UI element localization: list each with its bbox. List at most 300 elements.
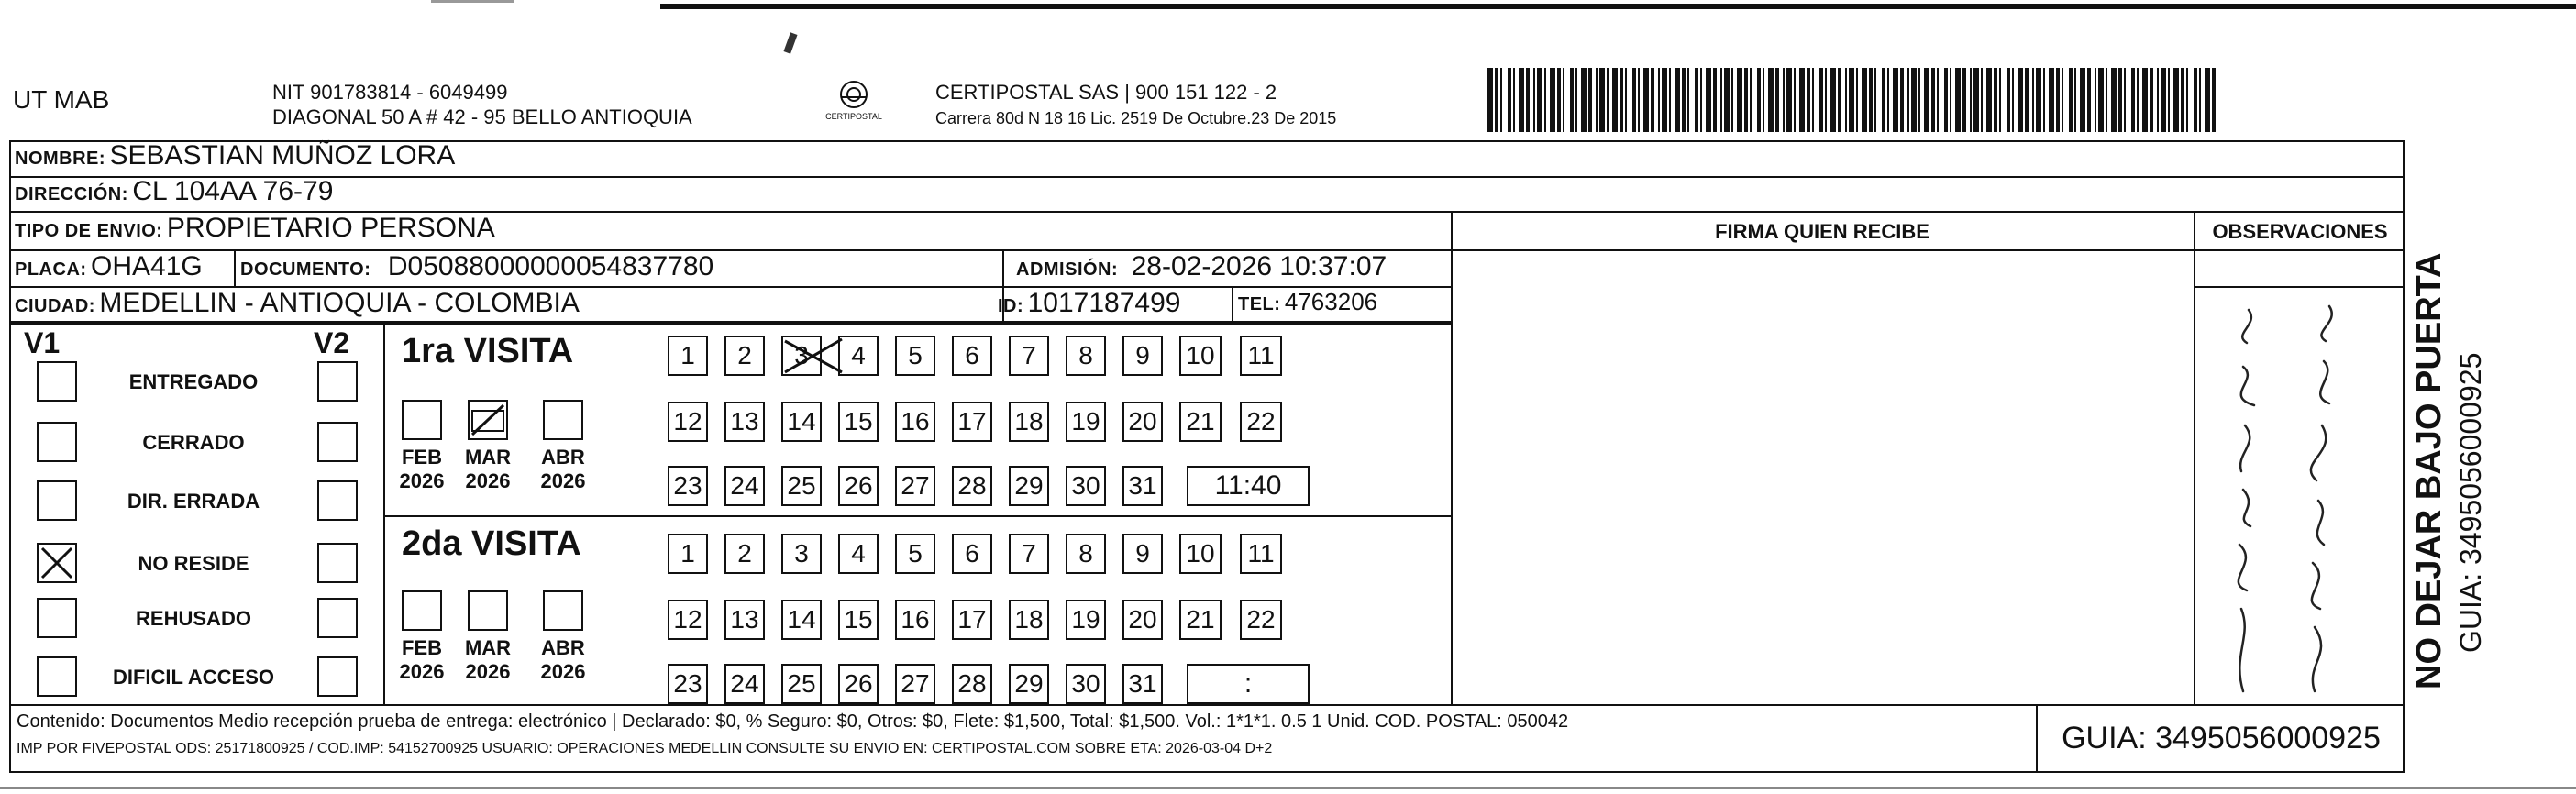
- barcode-bar: [1799, 68, 1805, 132]
- barcode-bar: [1849, 68, 1854, 132]
- nombre-row: [15, 140, 455, 171]
- barcode-bar: [1825, 68, 1827, 132]
- day-cell[interactable]: [838, 664, 879, 704]
- barcode-bar: [2025, 68, 2029, 132]
- day-number: 11: [1247, 341, 1275, 369]
- day-cell[interactable]: [724, 600, 765, 640]
- company-nit: NIT 901783814 - 6049499: [272, 81, 508, 104]
- barcode-bar: [1783, 68, 1785, 132]
- barcode-bar: [1744, 68, 1748, 132]
- day-number: 21: [1186, 407, 1215, 436]
- day-cell[interactable]: [724, 336, 765, 376]
- barcode-bar: [2069, 68, 2073, 132]
- barcode-bar: [1526, 68, 1530, 132]
- month-name: FEB: [402, 446, 442, 469]
- day-number: 1: [680, 539, 695, 568]
- status-label: NO RESIDE: [138, 552, 249, 575]
- barcode-bar: [1687, 68, 1689, 132]
- placa-label: PLACA:: [15, 259, 87, 280]
- day-number: 16: [901, 407, 930, 436]
- day-cell[interactable]: [838, 466, 879, 506]
- barcode-bar: [1706, 68, 1711, 132]
- day-cell[interactable]: [668, 336, 708, 376]
- barcode-bar: [1669, 68, 1671, 132]
- barcode-bar: [2043, 68, 2045, 132]
- barcode-bar: [1874, 68, 1876, 132]
- day-number: 9: [1135, 341, 1150, 369]
- barcode-bar: [2049, 68, 2054, 132]
- barcode-bar: [1563, 68, 1564, 132]
- barcode-bar: [1495, 68, 1498, 132]
- day-number: 26: [844, 669, 873, 698]
- day-cell[interactable]: [1240, 402, 1282, 442]
- day-cell[interactable]: [724, 664, 765, 704]
- day-cell[interactable]: [668, 600, 708, 640]
- day-number: 9: [1135, 539, 1150, 568]
- day-cell[interactable]: [1066, 534, 1106, 574]
- barcode-bar: [1720, 68, 1722, 132]
- day-number: 14: [787, 407, 816, 436]
- observaciones-label: OBSERVACIONES: [2212, 220, 2388, 243]
- direccion-label: DIRECCIÓN:: [15, 184, 128, 204]
- visit-divider: [383, 515, 1451, 517]
- barcode-bar: [1651, 68, 1654, 132]
- row-divider: [9, 323, 1451, 325]
- day-number: 27: [901, 471, 930, 500]
- day-number: 30: [1071, 471, 1100, 500]
- status-v2-checkbox[interactable]: [317, 543, 358, 583]
- barcode-bar: [2142, 68, 2148, 132]
- month-checkbox[interactable]: [402, 590, 442, 631]
- bottom-border: [0, 787, 2576, 789]
- barcode-bar: [2111, 68, 2117, 132]
- barcode-bar: [1625, 68, 1627, 132]
- barcode-bar: [2150, 68, 2153, 132]
- day-number: 30: [1071, 669, 1100, 698]
- day-cell[interactable]: [895, 336, 935, 376]
- day-cell[interactable]: [781, 402, 822, 442]
- ciudad-value: MEDELLIN - ANTIOQUIA - COLOMBIA: [99, 288, 580, 318]
- day-cell[interactable]: [781, 466, 822, 506]
- status-v1-checkbox[interactable]: [37, 422, 77, 462]
- barcode-bar: [1724, 68, 1730, 132]
- day-number: 23: [673, 669, 702, 698]
- tel-label: TEL:: [1238, 294, 1281, 314]
- barcode-bar: [2062, 68, 2063, 132]
- day-cell[interactable]: [1009, 466, 1049, 506]
- day-number: 18: [1014, 407, 1044, 436]
- company-name: UT MAB: [13, 85, 110, 114]
- tel-value: 4763206: [1284, 288, 1378, 315]
- barcode: [1487, 68, 2221, 132]
- day-cell[interactable]: [895, 664, 935, 704]
- status-label: DIR. ERRADA: [127, 490, 260, 513]
- admision-field: [1016, 251, 1387, 282]
- day-number: 10: [1186, 539, 1215, 568]
- day-number: 2: [737, 539, 752, 568]
- day-number: 13: [730, 605, 759, 634]
- row-divider: [1451, 249, 2405, 251]
- day-cell[interactable]: [1122, 600, 1163, 640]
- day-cell[interactable]: [668, 534, 708, 574]
- barcode-bar: [1955, 68, 1961, 132]
- day-number: 1: [680, 341, 695, 369]
- day-number: 7: [1022, 539, 1036, 568]
- month-label: [391, 446, 453, 493]
- day-number: 25: [787, 471, 816, 500]
- logo-text: CERTIPOSTAL: [825, 112, 882, 121]
- day-number: 5: [908, 341, 923, 369]
- day-cell[interactable]: [781, 600, 822, 640]
- tel-field: [1238, 288, 1377, 316]
- day-cell[interactable]: [1009, 600, 1049, 640]
- barcode-bar: [1537, 68, 1542, 132]
- barcode-bar: [1869, 68, 1873, 132]
- day-cell[interactable]: [668, 466, 708, 506]
- barcode-bar: [2186, 68, 2188, 132]
- barcode-bar: [2018, 68, 2023, 132]
- barcode-bar: [1900, 68, 1904, 132]
- placa-field: [15, 251, 203, 282]
- day-cell[interactable]: [952, 402, 992, 442]
- barcode-bar: [2098, 68, 2104, 132]
- firma-label: FIRMA QUIEN RECIBE: [1715, 220, 1929, 243]
- tipo-row: [15, 213, 495, 244]
- v1-label: V1: [24, 326, 61, 359]
- day-cell[interactable]: [1179, 534, 1222, 574]
- barcode-bar: [1999, 68, 2001, 132]
- day-number: 15: [844, 407, 873, 436]
- barcode-bar: [1675, 68, 1680, 132]
- day-number: 18: [1014, 605, 1044, 634]
- documento-value: D05088000000054837780: [387, 251, 714, 281]
- status-v2-checkbox[interactable]: [317, 480, 358, 521]
- documento-label: DOCUMENTO:: [240, 259, 371, 280]
- month-label: [391, 636, 453, 684]
- barcode-bar: [1557, 68, 1561, 132]
- day-number: 25: [787, 669, 816, 698]
- barcode-bar: [1786, 68, 1792, 132]
- month-year: 2026: [540, 469, 586, 492]
- certipostal-logo: [813, 79, 895, 125]
- barcode-bar: [2095, 68, 2096, 132]
- day-number: 4: [851, 341, 866, 369]
- day-cell[interactable]: [952, 466, 992, 506]
- barcode-bar: [2161, 68, 2166, 132]
- day-cell[interactable]: [1066, 664, 1106, 704]
- month-label: [457, 446, 519, 493]
- day-cell[interactable]: [838, 336, 879, 376]
- barcode-bar: [1924, 68, 1929, 132]
- col-divider: [1232, 286, 1233, 321]
- documento-field: [240, 251, 713, 282]
- month-checkbox[interactable]: [468, 590, 508, 631]
- barcode-bar: [1907, 68, 1909, 132]
- day-number: 23: [673, 471, 702, 500]
- barcode-bar: [1757, 68, 1761, 132]
- month-label: [532, 636, 594, 684]
- col-divider: [1451, 211, 1453, 704]
- day-number: 6: [965, 539, 979, 568]
- month-year: 2026: [540, 660, 586, 683]
- day-cell[interactable]: [668, 402, 708, 442]
- direccion-row: [15, 176, 333, 207]
- day-cell[interactable]: [952, 664, 992, 704]
- month-label: [532, 446, 594, 493]
- barcode-bar: [1570, 68, 1574, 132]
- day-cell[interactable]: [1240, 336, 1282, 376]
- day-cell[interactable]: [1179, 402, 1222, 442]
- side-warning: NO DEJAR BAJO PUERTA: [2410, 252, 2449, 689]
- footer-contenido: Contenido: Documentos Medio recepción prueba de entrega: electrónico | Declarado: $0, % Seguro: $0, Otros: $0, Flete: $1,500, Total: $1,500. Vol.: 1*1*1. 0.5 1 Unid. COD. POSTAL: 050042: [17, 711, 1569, 732]
- certipostal-info: CERTIPOSTAL SAS | 900 151 122 - 2: [935, 81, 1277, 104]
- day-number: 17: [957, 407, 987, 436]
- day-cell[interactable]: [724, 402, 765, 442]
- barcode-bar: [1937, 68, 1939, 132]
- day-number: 31: [1128, 471, 1157, 500]
- day-number: 19: [1071, 407, 1100, 436]
- barcode-bar: [1807, 68, 1810, 132]
- barcode-bar: [1581, 68, 1587, 132]
- day-cell[interactable]: [1122, 336, 1163, 376]
- day-number: 24: [730, 669, 759, 698]
- day-cell[interactable]: [668, 664, 708, 704]
- day-number: 12: [673, 605, 702, 634]
- barcode-bar: [1508, 68, 1511, 132]
- day-cell[interactable]: [1066, 402, 1106, 442]
- day-cell[interactable]: [1009, 402, 1049, 442]
- barcode-bar: [1519, 68, 1524, 132]
- status-v2-checkbox[interactable]: [317, 422, 358, 462]
- tipo-label: TIPO DE ENVIO:: [15, 221, 163, 241]
- barcode-bar: [1830, 68, 1836, 132]
- day-number: 14: [787, 605, 816, 634]
- barcode-bar: [1487, 68, 1493, 132]
- barcode-bar: [2080, 68, 2085, 132]
- barcode-bar: [1893, 68, 1898, 132]
- month-year: 2026: [399, 660, 445, 683]
- barcode-bar: [2181, 68, 2184, 132]
- barcode-bar: [2036, 68, 2041, 132]
- barcode-bar: [1632, 68, 1636, 132]
- day-cell[interactable]: [1009, 534, 1049, 574]
- day-cell[interactable]: [1240, 600, 1282, 640]
- day-cell[interactable]: [838, 534, 879, 574]
- day-number: 26: [844, 471, 873, 500]
- barcode-bar: [1737, 68, 1742, 132]
- ciudad-label: CIUDAD:: [15, 296, 95, 316]
- day-cell[interactable]: [1009, 336, 1049, 376]
- barcode-bar: [1500, 68, 1502, 132]
- status-v1-checkbox[interactable]: [37, 361, 77, 402]
- month-name: ABR: [541, 636, 585, 659]
- day-number: 4: [851, 539, 866, 568]
- barcode-bar: [2194, 68, 2197, 132]
- side-guia: GUIA: 3495056000925: [2454, 352, 2487, 653]
- day-cell[interactable]: [1122, 664, 1163, 704]
- day-number: 22: [1246, 605, 1276, 634]
- barcode-bar: [1643, 68, 1649, 132]
- day-cell[interactable]: [1240, 534, 1282, 574]
- day-cell[interactable]: [1009, 664, 1049, 704]
- barcode-bar: [2137, 68, 2139, 132]
- day-cell[interactable]: [895, 402, 935, 442]
- day-cell[interactable]: [1066, 336, 1106, 376]
- barcode-bar: [1838, 68, 1841, 132]
- row-divider: [9, 176, 2405, 178]
- footer-guia: GUIA: 3495056000925: [2062, 721, 2381, 755]
- day-number: 29: [1014, 669, 1044, 698]
- month-name: MAR: [464, 636, 512, 659]
- barcode-bar: [2124, 68, 2126, 132]
- month-name: ABR: [541, 446, 585, 469]
- status-v1-checkbox[interactable]: [37, 543, 77, 583]
- scan-speck: [783, 32, 797, 53]
- barcode-bar: [1862, 68, 1867, 132]
- day-cell[interactable]: [724, 466, 765, 506]
- status-v1-checkbox[interactable]: [37, 656, 77, 697]
- barcode-bar: [1662, 68, 1667, 132]
- status-v1-checkbox[interactable]: [37, 598, 77, 638]
- barcode-bar: [1794, 68, 1796, 132]
- admision-value: 28-02-2026 10:37:07: [1131, 251, 1388, 281]
- day-cell[interactable]: [895, 466, 935, 506]
- barcode-bar: [2007, 68, 2010, 132]
- barcode-bar: [1944, 68, 1948, 132]
- day-number: 2: [737, 341, 752, 369]
- col-divider: [383, 323, 385, 704]
- barcode-bar: [1599, 68, 1605, 132]
- day-number: 13: [730, 407, 759, 436]
- barcode-bar: [1588, 68, 1592, 132]
- day-number: 8: [1078, 539, 1093, 568]
- day-number: 16: [901, 605, 930, 634]
- day-number: 11: [1247, 539, 1275, 568]
- day-cell[interactable]: [952, 336, 992, 376]
- nombre-value: SEBASTIAN MUÑOZ LORA: [109, 140, 456, 171]
- month-checkbox[interactable]: [543, 400, 583, 440]
- day-cell[interactable]: [1179, 600, 1222, 640]
- barcode-bar: [1812, 68, 1814, 132]
- barcode-bar: [2199, 68, 2201, 132]
- barcode-bar: [2012, 68, 2014, 132]
- footer-imp: IMP POR FIVEPOSTAL ODS: 25171800925 / COD.IMP: 54152700925 USUARIO: OPERACIONES MEDELLIN CONSULTE SU ENVIO EN: CERTIPOSTAL.COM SOBRE ETA: 2026-03-04 D+2: [17, 741, 1273, 756]
- status-v2-checkbox[interactable]: [317, 598, 358, 638]
- barcode-bar: [2205, 68, 2210, 132]
- barcode-bar: [1544, 68, 1546, 132]
- barcode-bar: [1973, 68, 1979, 132]
- day-cell[interactable]: [1122, 534, 1163, 574]
- barcode-bar: [2157, 68, 2159, 132]
- barcode-bar: [1911, 68, 1917, 132]
- month-name: FEB: [402, 636, 442, 659]
- day-cell[interactable]: [781, 336, 822, 376]
- barcode-bar: [1612, 68, 1618, 132]
- day-number: 21: [1186, 605, 1215, 634]
- barcode-bar: [1931, 68, 1935, 132]
- barcode-bar: [2173, 68, 2179, 132]
- day-number: 24: [730, 471, 759, 500]
- day-cell[interactable]: [952, 600, 992, 640]
- barcode-bar: [2087, 68, 2091, 132]
- day-number: 3: [794, 341, 809, 369]
- time-box[interactable]: :: [1187, 664, 1310, 704]
- month-year: 2026: [465, 469, 511, 492]
- barcode-bar: [1994, 68, 1997, 132]
- month-checkbox[interactable]: [402, 400, 442, 440]
- barcode-bar: [1607, 68, 1609, 132]
- day-cell[interactable]: [781, 534, 822, 574]
- month-checkbox[interactable]: [468, 400, 508, 440]
- company-address: DIAGONAL 50 A # 42 - 95 BELLO ANTIOQUIA: [272, 105, 692, 128]
- barcode-bar: [2131, 68, 2135, 132]
- col-divider: [234, 249, 236, 286]
- day-cell[interactable]: [1066, 600, 1106, 640]
- barcode-bar: [2118, 68, 2122, 132]
- day-number: 28: [957, 471, 987, 500]
- day-cell[interactable]: [838, 600, 879, 640]
- barcode-bar: [1731, 68, 1733, 132]
- v2-label: V2: [314, 326, 350, 359]
- status-v2-checkbox[interactable]: [317, 361, 358, 402]
- day-cell[interactable]: [1122, 466, 1163, 506]
- certipostal-license: Carrera 80d N 18 16 Lic. 2519 De Octubre.23 De 2015: [935, 109, 1337, 127]
- day-number: 7: [1022, 341, 1036, 369]
- month-name: MAR: [464, 446, 512, 469]
- id-value: 1017187499: [1027, 288, 1181, 318]
- barcode-bar: [1768, 68, 1774, 132]
- scan-mark: [431, 0, 514, 3]
- ciudad-field: [15, 288, 580, 319]
- admision-label: ADMISIÓN:: [1016, 259, 1119, 280]
- direccion-value: CL 104AA 76-79: [132, 176, 334, 206]
- time-box[interactable]: 11:40: [1187, 466, 1310, 506]
- month-label: [457, 636, 519, 684]
- row-divider: [9, 704, 2405, 706]
- barcode-bar: [2056, 68, 2060, 132]
- month-checkbox[interactable]: [543, 590, 583, 631]
- day-cell[interactable]: [895, 600, 935, 640]
- barcode-bar: [1638, 68, 1640, 132]
- day-cell[interactable]: [781, 664, 822, 704]
- day-cell[interactable]: [1179, 336, 1222, 376]
- status-label: CERRADO: [142, 431, 245, 454]
- barcode-bar: [2212, 68, 2216, 132]
- day-cell[interactable]: [1066, 466, 1106, 506]
- day-number: 28: [957, 669, 987, 698]
- barcode-bar: [1700, 68, 1702, 132]
- barcode-bar: [1750, 68, 1752, 132]
- barcode-bar: [1856, 68, 1858, 132]
- day-number: 22: [1246, 407, 1276, 436]
- barcode-bar: [1658, 68, 1660, 132]
- day-number: 15: [844, 605, 873, 634]
- barcode-bar: [1887, 68, 1889, 132]
- status-v2-checkbox[interactable]: [317, 656, 358, 697]
- day-cell[interactable]: [1122, 402, 1163, 442]
- observaciones-handwriting: [2195, 288, 2405, 702]
- day-number: 29: [1014, 471, 1044, 500]
- day-cell[interactable]: [952, 534, 992, 574]
- status-v1-checkbox[interactable]: [37, 480, 77, 521]
- day-cell[interactable]: [724, 534, 765, 574]
- barcode-bar: [1596, 68, 1598, 132]
- day-cell[interactable]: [895, 534, 935, 574]
- day-number: 27: [901, 669, 930, 698]
- barcode-bar: [1775, 68, 1779, 132]
- day-cell[interactable]: [838, 402, 879, 442]
- barcode-bar: [1713, 68, 1717, 132]
